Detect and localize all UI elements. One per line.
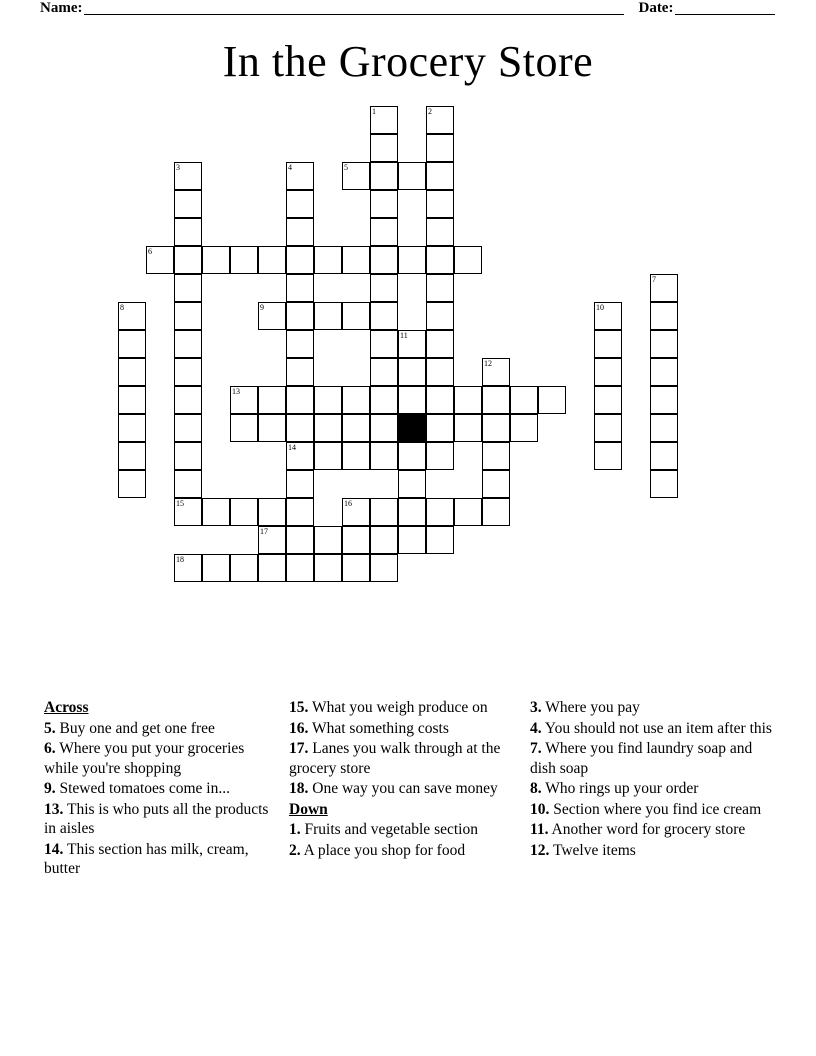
- grid-cell-number: 14: [288, 443, 296, 452]
- grid-cell[interactable]: [230, 386, 258, 414]
- clue-number: 2.: [289, 841, 301, 859]
- clue-number: 1.: [289, 821, 301, 838]
- grid-cell-number: 4: [288, 163, 292, 172]
- clue-text: A place you shop for food: [300, 841, 466, 859]
- grid-cell[interactable]: [398, 498, 426, 526]
- grid-cell[interactable]: [650, 358, 678, 386]
- down-clue: [530, 820, 780, 840]
- grid-cell[interactable]: [118, 302, 146, 330]
- grid-cell[interactable]: [314, 442, 342, 470]
- grid-cell[interactable]: [174, 442, 202, 470]
- grid-cell[interactable]: [258, 302, 286, 330]
- grid-cell[interactable]: [594, 330, 622, 358]
- across-clue-list-part2: [289, 698, 517, 799]
- grid-cell-number: 18: [176, 555, 184, 564]
- grid-cell[interactable]: [426, 246, 454, 274]
- clue-text: This section has milk, cream, butter: [44, 840, 249, 877]
- grid-cell[interactable]: [426, 274, 454, 302]
- grid-cell[interactable]: [342, 246, 370, 274]
- clue-number: 10.: [530, 800, 550, 818]
- across-clue: [44, 840, 272, 879]
- grid-cell[interactable]: [286, 526, 314, 554]
- grid-cell[interactable]: [426, 442, 454, 470]
- across-clue: [44, 800, 272, 839]
- across-clue: [289, 698, 517, 718]
- down-clue: [530, 779, 780, 799]
- grid-cell[interactable]: [174, 246, 202, 274]
- grid-cell[interactable]: [286, 274, 314, 302]
- grid-cell[interactable]: [342, 414, 370, 442]
- across-clue: [289, 739, 517, 778]
- grid-cell[interactable]: [118, 386, 146, 414]
- grid-cell[interactable]: [482, 414, 510, 442]
- grid-cell[interactable]: [398, 442, 426, 470]
- grid-cell[interactable]: [230, 246, 258, 274]
- grid-cell[interactable]: [314, 554, 342, 582]
- grid-cell-number: 11: [400, 331, 408, 340]
- grid-cell[interactable]: [482, 470, 510, 498]
- clue-number: 9.: [44, 780, 56, 797]
- grid-cell[interactable]: [594, 302, 622, 330]
- grid-cell[interactable]: [314, 302, 342, 330]
- grid-cell[interactable]: [286, 386, 314, 414]
- across-clue: [289, 719, 517, 739]
- grid-cell[interactable]: [258, 554, 286, 582]
- grid-cell-number: 3: [176, 163, 180, 172]
- grid-cell[interactable]: [594, 414, 622, 442]
- grid-cell[interactable]: [594, 386, 622, 414]
- grid-cell-number: 7: [652, 275, 656, 284]
- clue-number: 11.: [530, 821, 549, 838]
- grid-cell[interactable]: [370, 442, 398, 470]
- grid-cell-number: 6: [148, 247, 152, 256]
- grid-cell[interactable]: [286, 554, 314, 582]
- grid-cell-number: 1: [372, 107, 376, 116]
- grid-cell[interactable]: [482, 442, 510, 470]
- grid-cell[interactable]: [174, 414, 202, 442]
- grid-cell[interactable]: [286, 470, 314, 498]
- grid-cell[interactable]: [398, 358, 426, 386]
- grid-cell[interactable]: [118, 470, 146, 498]
- grid-cell[interactable]: [426, 106, 454, 134]
- grid-cell[interactable]: [202, 498, 230, 526]
- grid-cell[interactable]: [314, 246, 342, 274]
- clue-number: 12.: [530, 841, 550, 859]
- clue-text: What you weigh produce on: [308, 699, 488, 716]
- grid-cell[interactable]: [398, 162, 426, 190]
- grid-cell[interactable]: [258, 386, 286, 414]
- across-clue: [44, 739, 272, 778]
- grid-cell[interactable]: [342, 302, 370, 330]
- grid-cell[interactable]: [314, 414, 342, 442]
- clue-number: 4.: [530, 719, 542, 737]
- grid-cell[interactable]: [258, 414, 286, 442]
- grid-cell[interactable]: [482, 358, 510, 386]
- grid-cell[interactable]: [510, 414, 538, 442]
- grid-cell[interactable]: [174, 190, 202, 218]
- down-clue: [530, 841, 780, 861]
- grid-cell[interactable]: [454, 498, 482, 526]
- grid-cell[interactable]: [370, 274, 398, 302]
- date-label: Date:: [638, 0, 674, 16]
- grid-cell[interactable]: [398, 386, 426, 414]
- grid-cell[interactable]: [398, 330, 426, 358]
- grid-cell[interactable]: [342, 498, 370, 526]
- grid-cell[interactable]: [174, 386, 202, 414]
- grid-cell[interactable]: [370, 246, 398, 274]
- clue-text: Another word for grocery store: [548, 821, 746, 838]
- clue-text: Buy one and get one free: [55, 719, 215, 737]
- grid-cell[interactable]: [426, 162, 454, 190]
- grid-cell[interactable]: [342, 162, 370, 190]
- grid-cell-number: 13: [232, 387, 240, 396]
- page-title: In the Grocery Store: [222, 37, 594, 86]
- grid-cell[interactable]: [370, 414, 398, 442]
- grid-cell-number: 16: [344, 499, 352, 508]
- grid-cell[interactable]: [286, 414, 314, 442]
- grid-cell[interactable]: [174, 302, 202, 330]
- down-heading: Down: [289, 800, 328, 818]
- grid-cell[interactable]: [426, 526, 454, 554]
- across-clue-list-part1: [44, 719, 272, 879]
- grid-cell[interactable]: [370, 386, 398, 414]
- clue-text: Where you put your groceries while you're shopping: [44, 740, 245, 777]
- grid-cell[interactable]: [370, 498, 398, 526]
- grid-cell[interactable]: [370, 106, 398, 134]
- clue-text: Where you find laundry soap and dish soap: [530, 740, 753, 777]
- grid-cell[interactable]: [146, 246, 174, 274]
- grid-cell[interactable]: [202, 554, 230, 582]
- clue-number: 7.: [530, 740, 542, 757]
- grid-cell-blocked: [398, 414, 426, 442]
- student-info-row: [40, 0, 776, 22]
- down-clue: [530, 719, 780, 739]
- grid-cell[interactable]: [118, 330, 146, 358]
- grid-cell[interactable]: [426, 386, 454, 414]
- grid-cell[interactable]: [342, 526, 370, 554]
- grid-cell[interactable]: [174, 162, 202, 190]
- grid-cell[interactable]: [538, 386, 566, 414]
- grid-cell[interactable]: [594, 442, 622, 470]
- grid-cell[interactable]: [230, 498, 258, 526]
- clue-number: 5.: [44, 719, 56, 737]
- grid-cell[interactable]: [426, 218, 454, 246]
- clue-text: You should not use an item after this: [541, 719, 772, 737]
- clue-text: Stewed tomatoes come in...: [55, 780, 230, 797]
- grid-cell[interactable]: [426, 358, 454, 386]
- grid-cell-number: 10: [596, 303, 604, 312]
- grid-cell-number: 2: [428, 107, 432, 116]
- grid-cell[interactable]: [230, 414, 258, 442]
- grid-cell[interactable]: [342, 442, 370, 470]
- grid-cell[interactable]: [650, 274, 678, 302]
- down-clue-list-part2: [530, 698, 780, 860]
- clue-column-3: [530, 698, 780, 861]
- name-label: Name:: [40, 0, 83, 16]
- grid-cell-number: 9: [260, 303, 264, 312]
- grid-cell[interactable]: [398, 246, 426, 274]
- clue-number: 13.: [44, 800, 64, 818]
- grid-cell[interactable]: [286, 302, 314, 330]
- clue-number: 3.: [530, 699, 542, 716]
- clue-number: 16.: [289, 719, 309, 737]
- down-clue-list-part1: [289, 820, 517, 860]
- clue-number: 15.: [289, 699, 309, 716]
- grid-cell[interactable]: [370, 162, 398, 190]
- grid-cell[interactable]: [202, 246, 230, 274]
- clue-text: Where you pay: [541, 699, 640, 716]
- grid-cell[interactable]: [454, 386, 482, 414]
- grid-cell[interactable]: [286, 246, 314, 274]
- across-clue: [44, 779, 272, 799]
- clue-section: [44, 698, 780, 988]
- clue-number: 8.: [530, 780, 542, 797]
- grid-cell[interactable]: [118, 442, 146, 470]
- clue-text: Who rings up your order: [541, 780, 699, 797]
- grid-cell[interactable]: [286, 330, 314, 358]
- clue-column-1: [44, 698, 272, 880]
- grid-cell[interactable]: [398, 470, 426, 498]
- clue-text: What something costs: [308, 719, 449, 737]
- grid-cell[interactable]: [650, 470, 678, 498]
- grid-cell-number: 5: [344, 163, 348, 172]
- down-clue: [530, 739, 780, 778]
- grid-cell[interactable]: [482, 498, 510, 526]
- grid-cell[interactable]: [426, 190, 454, 218]
- clue-text: Fruits and vegetable section: [300, 821, 478, 838]
- down-clue: [289, 841, 517, 861]
- grid-cell-number: 12: [484, 359, 492, 368]
- grid-cell[interactable]: [174, 330, 202, 358]
- grid-cell[interactable]: [370, 218, 398, 246]
- across-heading: Across: [44, 699, 89, 716]
- grid-cell[interactable]: [286, 358, 314, 386]
- grid-cell[interactable]: [370, 526, 398, 554]
- grid-cell-number: 17: [260, 527, 268, 536]
- clue-text: Twelve items: [549, 841, 636, 859]
- grid-cell[interactable]: [342, 554, 370, 582]
- grid-cell[interactable]: [426, 134, 454, 162]
- down-clue: [289, 820, 517, 840]
- grid-cell[interactable]: [370, 554, 398, 582]
- clue-text: Lanes you walk through at the grocery store: [289, 740, 501, 777]
- grid-cell[interactable]: [314, 386, 342, 414]
- clue-number: 14.: [44, 840, 64, 858]
- grid-cell[interactable]: [174, 358, 202, 386]
- down-clue: [530, 698, 780, 718]
- across-clue: [44, 719, 272, 739]
- grid-cell[interactable]: [342, 386, 370, 414]
- grid-cell[interactable]: [174, 498, 202, 526]
- grid-cell[interactable]: [426, 302, 454, 330]
- grid-cell[interactable]: [594, 358, 622, 386]
- clue-number: 18.: [289, 780, 309, 797]
- grid-cell[interactable]: [370, 358, 398, 386]
- grid-cell[interactable]: [650, 414, 678, 442]
- grid-cell[interactable]: [650, 302, 678, 330]
- clue-number: 6.: [44, 740, 56, 757]
- grid-cell[interactable]: [286, 442, 314, 470]
- grid-cell[interactable]: [174, 470, 202, 498]
- grid-cell[interactable]: [510, 386, 538, 414]
- grid-cell[interactable]: [454, 414, 482, 442]
- grid-cell[interactable]: [370, 330, 398, 358]
- grid-cell[interactable]: [118, 358, 146, 386]
- grid-cell[interactable]: [174, 274, 202, 302]
- grid-cell[interactable]: [286, 218, 314, 246]
- grid-cell[interactable]: [426, 414, 454, 442]
- grid-cell-number: 8: [120, 303, 124, 312]
- clue-text: This is who puts all the products in aisles: [44, 800, 269, 837]
- clue-text: Section where you find ice cream: [549, 800, 762, 818]
- grid-cell[interactable]: [426, 498, 454, 526]
- grid-cell[interactable]: [650, 442, 678, 470]
- grid-cell[interactable]: [370, 190, 398, 218]
- name-write-in-line[interactable]: [84, 0, 624, 15]
- clue-text: One way you can save money: [308, 780, 498, 797]
- grid-cell[interactable]: [398, 526, 426, 554]
- grid-cell[interactable]: [454, 246, 482, 274]
- grid-cell[interactable]: [230, 554, 258, 582]
- clue-number: 17.: [289, 740, 309, 757]
- crossword-grid[interactable]: [0, 106, 816, 696]
- across-clue: [289, 779, 517, 799]
- down-clue: [530, 800, 780, 820]
- grid-cell[interactable]: [286, 498, 314, 526]
- grid-cell[interactable]: [258, 498, 286, 526]
- grid-cell[interactable]: [314, 526, 342, 554]
- grid-cell[interactable]: [370, 302, 398, 330]
- grid-cell-number: 15: [176, 499, 184, 508]
- grid-cell[interactable]: [370, 134, 398, 162]
- date-write-in-line[interactable]: [675, 0, 775, 15]
- grid-cell[interactable]: [174, 218, 202, 246]
- grid-cell[interactable]: [258, 246, 286, 274]
- grid-cell[interactable]: [286, 162, 314, 190]
- grid-cell[interactable]: [426, 330, 454, 358]
- clue-column-2: [289, 698, 517, 861]
- grid-cell[interactable]: [482, 386, 510, 414]
- grid-cell[interactable]: [286, 190, 314, 218]
- grid-cell[interactable]: [174, 554, 202, 582]
- grid-cell[interactable]: [118, 414, 146, 442]
- grid-cell[interactable]: [650, 330, 678, 358]
- grid-cell[interactable]: [258, 526, 286, 554]
- grid-cell[interactable]: [650, 386, 678, 414]
